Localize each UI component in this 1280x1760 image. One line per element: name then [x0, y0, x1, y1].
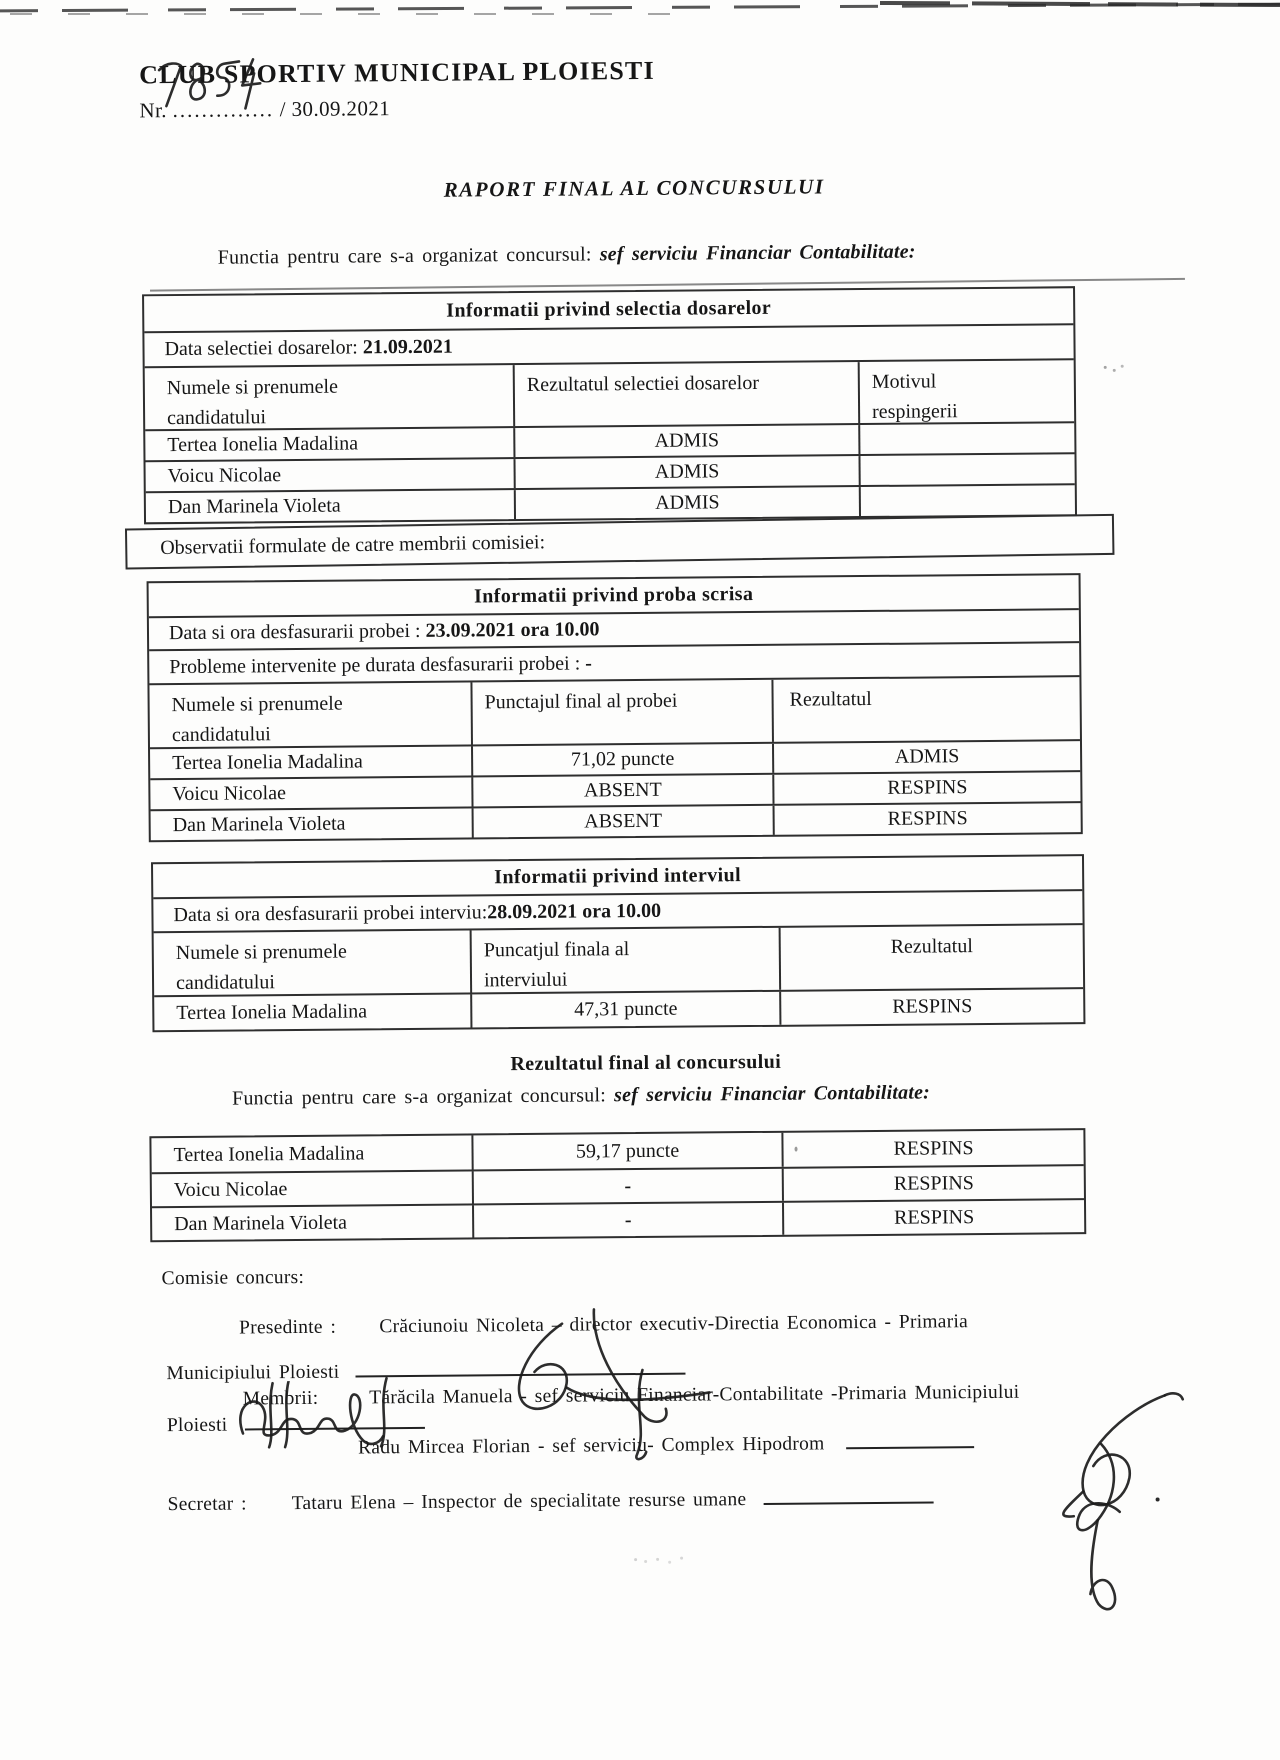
test-score: [471, 775, 774, 807]
table-selection-header-row: [145, 358, 1075, 429]
col-header-result-text: Rezultatul: [789, 687, 872, 711]
nr-label: Nr.: [139, 98, 167, 123]
written-date-value: 23.09.2021 ora 10.00: [425, 618, 600, 642]
rejection-motive: [860, 454, 1074, 485]
final-result-text: RESPINS: [893, 1171, 974, 1195]
col-header-score: [470, 680, 774, 745]
final-score: [472, 1203, 784, 1238]
problems-label: Probleme intervenite pe durata desfasurarii probei :: [169, 652, 581, 678]
interview-date-label: Data si ora desfasurarii probei interviu:: [173, 900, 488, 926]
col-header-motive: [860, 360, 1075, 423]
table-interview-header-row: [154, 923, 1084, 995]
document-title: RAPORT FINAL AL CONCURSULUI: [443, 174, 825, 202]
written-date-label: Data si ora desfasurarii probei :: [168, 619, 421, 645]
final-result-text: RESPINS: [894, 1205, 975, 1229]
secretary-label: Secretar :: [167, 1493, 247, 1516]
table-written-title: Informatii privind proba scrisa: [473, 583, 754, 608]
final-score-text: 59,17 puncte: [575, 1139, 680, 1163]
secretary-line: [167, 1482, 934, 1516]
test-score-text: ABSENT: [583, 778, 662, 802]
scan-speck: [1104, 366, 1107, 369]
final-result: [784, 1166, 1084, 1201]
scan-speck: [795, 1147, 798, 1152]
final-result: [783, 1130, 1083, 1167]
col-header-name-text: Numele si prenumele candidatului: [175, 940, 347, 995]
final-score: [471, 1133, 783, 1170]
col-header-name: [149, 682, 471, 747]
test-score: [471, 744, 774, 776]
candidate-name-text: Tertea Ionelia Madalina: [176, 1000, 368, 1025]
test-result: [775, 803, 1081, 835]
selection-date-value: 21.09.2021: [362, 335, 453, 359]
col-header-name-text: Numele si prenumele candidatului: [166, 375, 339, 430]
observations-text: Observatii formulate de catre membrii comisiei:: [160, 531, 546, 559]
col-header-result-text: Rezultatul: [890, 935, 973, 958]
table-selection: [142, 286, 1077, 524]
candidate-name: [150, 746, 471, 778]
candidate-name: [151, 808, 472, 840]
final-result-text: RESPINS: [893, 1136, 974, 1160]
col-header-score: [470, 928, 782, 993]
interview-date-value: 28.09.2021 ora 10.00: [487, 899, 662, 923]
candidate-name: [152, 1205, 472, 1240]
member1-pen-stroke-2: [622, 1368, 663, 1464]
member1-signature: [227, 1388, 440, 1462]
col-header-result: [773, 677, 1080, 742]
rejection-motive: [861, 485, 1075, 516]
secretary-signature: [1035, 1436, 1159, 1625]
organization-name: CLUB SPORTIV MUNICIPAL PLOIESTI: [139, 55, 655, 90]
col-header-name: [145, 365, 514, 429]
table-written-header-row: [149, 675, 1080, 747]
candidate-name-text: Dan Marinela Violeta: [167, 494, 341, 519]
interview-result-text: RESPINS: [892, 995, 973, 1018]
col-header-motive-text: Motivul respingerii: [871, 370, 958, 423]
candidate-name-text: Dan Marinela Violeta: [172, 812, 346, 837]
final-results-heading: Rezultatul final al concursului: [510, 1050, 782, 1076]
member1-text-cont: Ploiesti: [166, 1414, 228, 1437]
selection-result: [513, 425, 860, 457]
final-score-text: -: [624, 1208, 632, 1231]
function-label: Functia pentru care s-a organizat concursul:: [217, 243, 592, 269]
test-result: [774, 741, 1080, 773]
table-final-results: [149, 1128, 1086, 1242]
president-text-cont: Municipiului Ploiesti: [166, 1361, 340, 1385]
rejection-motive: [860, 423, 1074, 454]
selection-result: [513, 456, 860, 488]
col-header-name-text: Numele si prenumele candidatului: [171, 692, 343, 747]
president-label: Presedinte :: [238, 1316, 337, 1339]
member2-signature-line: [846, 1427, 974, 1449]
candidate-name: [152, 1171, 472, 1206]
interview-score: [470, 992, 781, 1028]
test-result-text: RESPINS: [887, 807, 968, 830]
candidate-name-text: Voicu Nicolae: [172, 782, 286, 806]
secretary-text: Tataru Elena – Inspector de specialitate resurse umane: [291, 1489, 747, 1515]
candidate-name: [145, 428, 513, 460]
final-function-label: Functia pentru care s-a organizat concursul:: [231, 1084, 607, 1110]
candidate-name: [146, 490, 514, 522]
candidate-name-text: Dan Marinela Violeta: [174, 1211, 348, 1235]
candidate-name-text: Voicu Nicolae: [173, 1177, 288, 1201]
candidate-name: [151, 1135, 471, 1172]
final-score-text: -: [624, 1174, 632, 1197]
col-header-result: [513, 362, 861, 426]
selection-result-text: ADMIS: [654, 429, 720, 452]
members-label: Membrii:: [242, 1387, 319, 1410]
candidate-name-text: Voicu Nicolae: [167, 464, 282, 488]
candidate-name-text: Tertea Ionelia Madalina: [173, 1141, 365, 1166]
table-interview: [151, 854, 1085, 1032]
problems-value: -: [585, 651, 593, 674]
test-result-text: RESPINS: [887, 776, 968, 799]
scan-speck: [634, 1558, 637, 1561]
test-score-text: ABSENT: [584, 809, 663, 833]
candidate-name-text: Tertea Ionelia Madalina: [167, 432, 359, 457]
col-header-score-text: Puncatjul finala al interviului: [483, 938, 630, 992]
col-header-score-text: Punctajul final al probei: [484, 689, 678, 714]
secretary-signature-line: [764, 1482, 934, 1504]
selection-result-text: ADMIS: [655, 491, 720, 514]
member1-text: Tărăcila Manuela - sef serviciu Financiar-Contabilitate -Primaria Municipiului: [369, 1381, 1020, 1409]
member-line-2: [358, 1427, 974, 1459]
selection-result: [514, 487, 861, 519]
col-header-result: [781, 925, 1084, 990]
col-header-result-text: Rezultatul selectiei dosarelor: [526, 371, 760, 396]
secretary-period-dot: [1156, 1497, 1160, 1501]
final-score: [472, 1169, 784, 1204]
interview-result: [781, 989, 1083, 1025]
nr-date: / 30.09.2021: [279, 96, 391, 122]
final-result: [784, 1200, 1084, 1235]
table-interview-title: Informatii privind interviul: [494, 864, 742, 889]
test-score-text: 71,02 puncte: [570, 747, 675, 771]
table-selection-title: Informatii privind selectia dosarelor: [446, 296, 772, 322]
member2-text: Radu Mircea Florian - sef serviciu- Complex Hipodrom: [358, 1433, 825, 1459]
president-signature: [474, 1304, 765, 1429]
function-line: [218, 241, 916, 270]
handwritten-number-signature: [145, 51, 278, 116]
selection-date-label: Data selectiei dosarelor:: [164, 336, 358, 361]
col-header-name: [154, 930, 471, 995]
interview-score-text: 47,31 puncte: [574, 997, 678, 1021]
candidate-name: [150, 777, 471, 809]
final-function-line: [232, 1081, 930, 1110]
committee-heading: Comisie concurs:: [161, 1266, 305, 1290]
nr-dotted-line: ..............: [172, 97, 275, 123]
candidate-name: [146, 459, 514, 491]
final-function-value: sef serviciu Financiar Contabilitate:: [614, 1081, 931, 1107]
function-value: sef serviciu Financiar Contabilitate:: [599, 240, 916, 266]
test-result-text: ADMIS: [894, 745, 960, 768]
candidate-name: [154, 994, 470, 1030]
test-result: [774, 772, 1080, 804]
president-text: Crăciunoiu Nicoleta – director executiv-Directia Economica - Primaria: [379, 1311, 969, 1338]
candidate-name-text: Tertea Ionelia Madalina: [172, 750, 363, 775]
selection-result-text: ADMIS: [654, 460, 720, 483]
test-score: [472, 806, 775, 838]
table-written-test: [147, 573, 1083, 842]
